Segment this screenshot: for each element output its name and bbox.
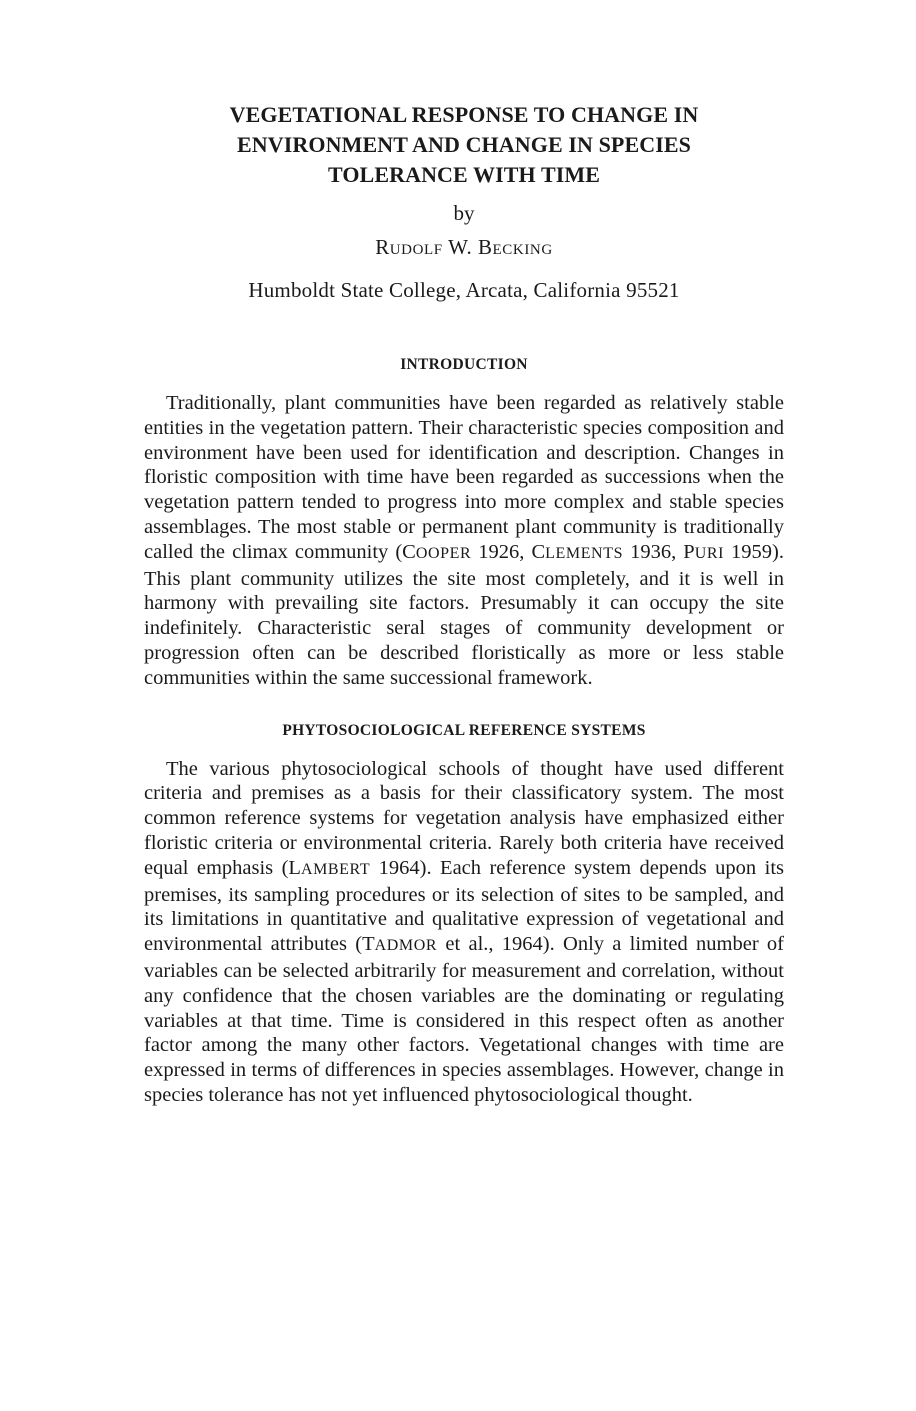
cite-initial: L [288, 856, 301, 879]
author-middle: W. [442, 235, 478, 259]
citation-cooper [402, 541, 471, 563]
cite-initial: P [683, 540, 695, 563]
cite-rest: OOPER [415, 544, 472, 562]
cite-rest: LEMENTS [545, 544, 624, 562]
phyto-text-2: Each reference system depends upon its premises, its sampling procedures or its selection of sites to be sampled, and its limitations in quantitative and qualitative expression of vegetational and environmental attributes ( [144, 856, 785, 956]
phytosociological-paragraph [144, 757, 784, 1108]
author-name [144, 234, 784, 263]
paper-title [144, 100, 784, 190]
author-first-initial: R [375, 235, 390, 259]
introduction-heading: INTRODUCTION [400, 356, 528, 373]
citation-lambert [288, 857, 370, 879]
citation-tadmor-year: et al., 1964). [437, 933, 555, 956]
author-last-rest: ECKING [492, 242, 553, 258]
phytosociological-heading: PHYTOSOCIOLOGICAL REFERENCE SYSTEMS [282, 721, 646, 739]
cite-initial: C [402, 540, 416, 563]
intro-text-2: This plant community utilizes the site most completely, and it is well in harmony with prevailing site factors. Presumably it can occupy the site indefinitely. Characteristic seral stages of community development or progression often can be described floristically as more or less stable communities within the same successional framework. [144, 567, 784, 689]
cite-initial: C [531, 540, 546, 563]
title-line-1: VEGETATIONAL RESPONSE TO CHANGE IN [229, 102, 699, 127]
citation-clements-year: 1936, [623, 540, 684, 563]
phyto-text-3: Only a limited number of variables can be selected arbitrarily for measurement and correlation, without any confidence that the chosen variables are the dominating or regulating variables at that time. Time is considered in this respect often as another factor among the many other factors. Vegetational changes with time are expressed in terms of differences in species assemblages. However, change in species tolerance has not yet influenced phytosociological thought. [144, 933, 784, 1106]
cite-rest: AMBERT [300, 860, 371, 878]
title-line-3: TOLERANCE WITH TIME [327, 162, 601, 187]
byline: by [453, 201, 475, 225]
cite-initial: T [362, 933, 375, 956]
author-last-initial: B [478, 235, 493, 259]
cite-rest: URI [694, 544, 725, 562]
citation-cooper-year: 1926, [471, 540, 532, 563]
citation-puri [683, 541, 724, 563]
citation-puri-year: 1959). [724, 540, 785, 563]
paper-body [144, 100, 784, 1108]
author-affiliation: Humboldt State College, Arcata, California 95521 [248, 278, 680, 302]
phyto-text-1: The various phytosociological schools of thought have used different criteria and premises as a basis for their classificatory system. The most common reference systems for vegetation analysis have emphasized either floristic criteria or environmental criteria. Rarely both criteria have received equal emphasis ( [144, 757, 784, 879]
citation-clements [531, 541, 623, 563]
title-line-2: ENVIRONMENT AND CHANGE IN SPECIES [237, 132, 691, 157]
introduction-paragraph [144, 391, 784, 691]
cite-rest: ADMOR [374, 937, 438, 955]
intro-text-1: Traditionally, plant communities have been regarded as relatively stable entities in the vegetation pattern. Their characteristic species composition and environment have been used for identification and description. Changes in floristic composition with time have been regarded as successions when the vegetation pattern tended to progress into more complex and stable species assemblages. The most stable or permanent plant community is traditionally called the climax community ( [144, 392, 784, 563]
citation-lambert-year: 1964). [370, 856, 432, 879]
author-first-rest: UDOLF [389, 242, 443, 258]
citation-tadmor [362, 933, 437, 955]
